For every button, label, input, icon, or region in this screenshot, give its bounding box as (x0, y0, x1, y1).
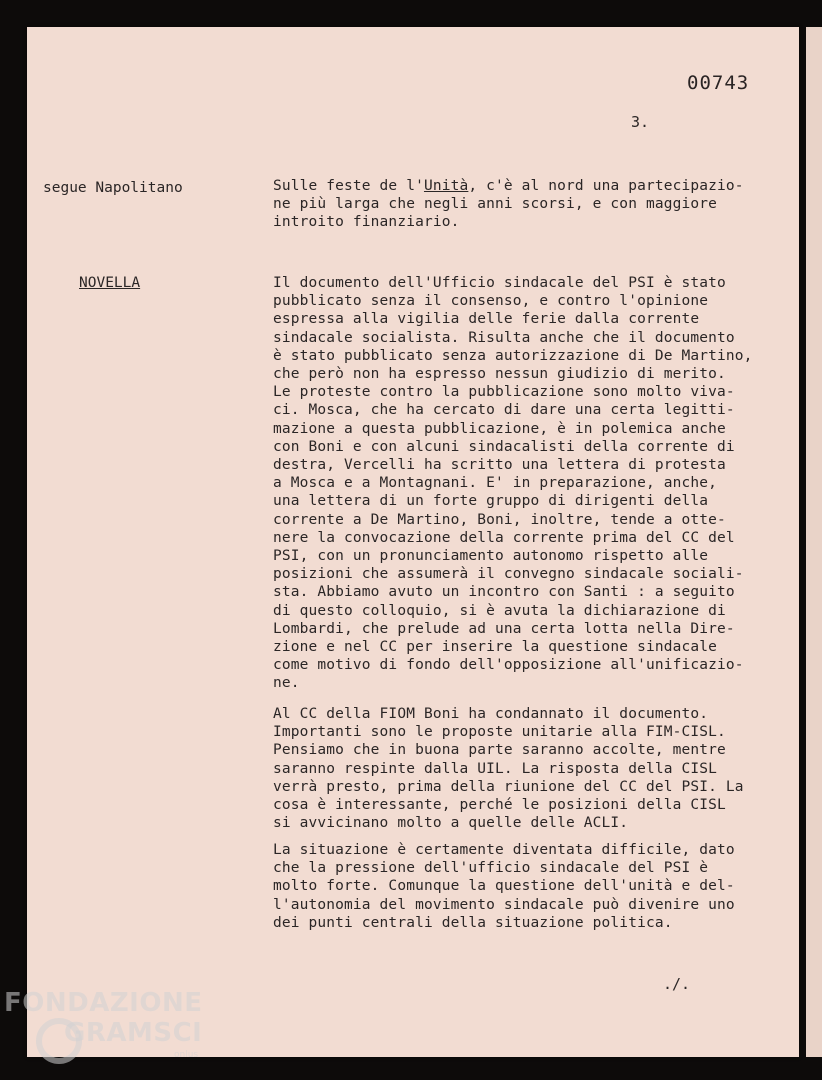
text-line: che però non ha espresso nessun giudizio di merito. (273, 366, 726, 383)
text-line: verrà presto, prima della riunione del CC del PSI. La (273, 778, 744, 795)
text-line: Il documento dell'Ufficio sindacale del PSI è stato (273, 275, 726, 291)
text-line: Lombardi, che prelude ad una certa lotta nella Dire- (273, 620, 735, 637)
text-line: mazione a questa pubblicazione, è in polemica anche (273, 420, 726, 437)
text-line: sta. Abbiamo avuto un incontro con Santi : a seguito (273, 584, 735, 601)
text-line: posizioni che assumerà il convegno sindacale sociali- (273, 566, 744, 583)
text-line: dei punti centrali della situazione politica. (273, 914, 673, 931)
text-line: corrente a De Martino, Boni, inoltre, tende a otte- (273, 511, 726, 528)
text-line: espressa alla vigilia delle ferie dalla corrente (273, 311, 700, 328)
text-line: nere la convocazione della corrente prima del CC del (273, 529, 735, 546)
text-line: Importanti sono le proposte unitarie alla FIM-CISL. (273, 724, 726, 741)
document-page (27, 27, 799, 1057)
text-line: saranno respinte dalla UIL. La risposta della CISL (273, 760, 717, 777)
text-line: molto forte. Comunque la questione dell'unità e del- (273, 878, 735, 895)
text-line: Sulle feste de l'Unità, c'è al nord una partecipazio- (273, 178, 744, 194)
archive-watermark (4, 988, 214, 1068)
text-line: zione e nel CC per inserire la questione sindacale (273, 639, 717, 656)
text-line: come motivo di fondo dell'opposizione all'unificazio- (273, 657, 744, 674)
text-line: pubblicato senza il consenso, e contro l'opinione (273, 293, 709, 310)
speaker-label-napolitano: segue Napolitano (43, 180, 183, 196)
text-line: con Boni e con alcuni sindacalisti della corrente di (273, 438, 735, 455)
napolitano-paragraph (273, 177, 813, 232)
text-line: destra, Vercelli ha scritto una lettera di protesta (273, 457, 726, 474)
watermark-line-1: FONDAZIONE (4, 988, 203, 1018)
text-line: ci. Mosca, che ha cercato di dare una certa legitti- (273, 402, 735, 419)
text-line: è stato pubblicato senza autorizzazione di De Martino, (273, 347, 753, 364)
novella-paragraph-1 (273, 274, 813, 693)
page-number: 3. (631, 113, 650, 131)
text-line: PSI, con un pronunciamento autonomo rispetto alle (273, 548, 709, 565)
text-line: Le proteste contro la pubblicazione sono molto viva- (273, 384, 735, 401)
text-line: La situazione è certamente diventata difficile, dato (273, 842, 735, 858)
novella-paragraph-3 (273, 841, 813, 932)
text-line: Pensiamo che in buona parte saranno accolte, mentre (273, 742, 726, 759)
continuation-mark: ./. (663, 975, 691, 993)
watermark-line-3: onlus (174, 1050, 199, 1060)
watermark-line-2: GRAMSCI (64, 1018, 203, 1048)
document-number: 00743 (687, 72, 750, 94)
text-line: una lettera di un forte gruppo di dirigenti della (273, 493, 709, 510)
text-line: sindacale socialista. Risulta anche che il documento (273, 329, 735, 346)
speaker-label-novella: NOVELLA (79, 275, 141, 291)
text-line: ne. (273, 675, 300, 692)
text-line: Al CC della FIOM Boni ha condannato il documento. (273, 706, 709, 722)
text-line: a Mosca e a Montagnani. E' in preparazione, anche, (273, 475, 717, 492)
text-line: l'autonomia del movimento sindacale può divenire uno (273, 896, 735, 913)
text-line: che la pressione dell'ufficio sindacale del PSI è (273, 860, 709, 877)
text-line: ne più larga che negli anni scorsi, e con maggiore (273, 196, 717, 213)
text-line: introito finanziario. (273, 214, 460, 231)
text-line: si avvicinano molto a quelle delle ACLI. (273, 815, 629, 832)
text-line: di questo colloquio, si è avuta la dichiarazione di (273, 602, 726, 619)
text-line: cosa è interessante, perché le posizioni della CISL (273, 797, 726, 814)
novella-paragraph-2 (273, 705, 813, 832)
